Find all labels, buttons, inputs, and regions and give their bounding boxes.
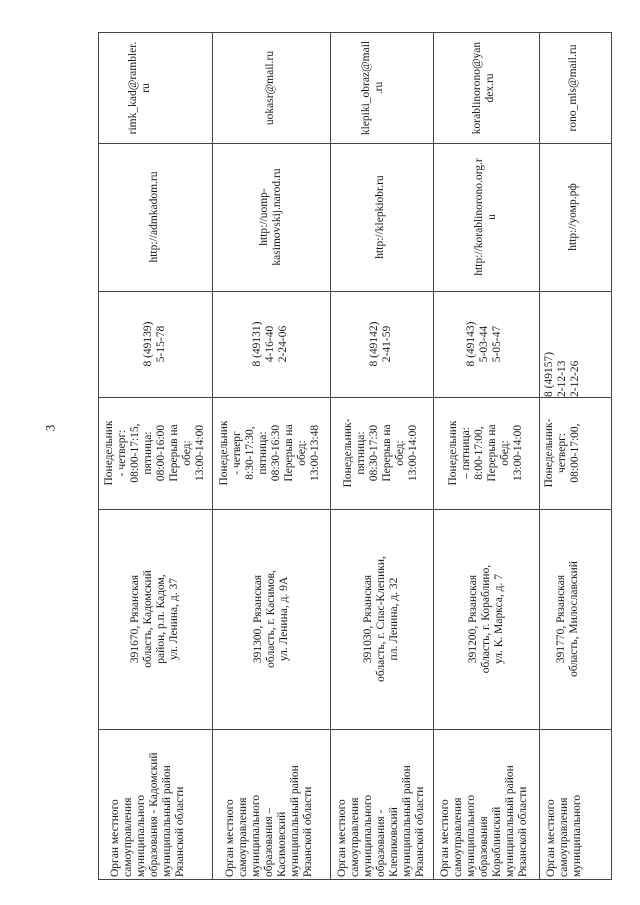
row-4-email: korablinorono@yan dex.ru [471, 41, 496, 135]
contacts-table [98, 32, 612, 880]
row-5-org-cell [539, 729, 613, 881]
row-5-hours: Понедельник- четверг: 08:00-17:00, [543, 418, 581, 488]
row-3-phone-cell [330, 291, 433, 397]
row-5-email-cell [539, 33, 613, 143]
row-5-site-cell [539, 143, 613, 291]
row-2-phone: 8 (49131) 4-16-40 2-24-06 [251, 321, 289, 367]
row-3-site: http://klepkiobr.ru [374, 175, 386, 259]
row-4-address: 391200, Рязанская область, г. Кораблино, ул. К. Маркса, д. 7 [467, 564, 505, 674]
row-5-address-cell [539, 509, 613, 729]
row-4-org: Орган местного самоуправления муниципального образования Кораблинский муниципальный район Рязанской области [439, 765, 529, 877]
row-1-phone-cell [99, 291, 212, 397]
page-number: 3 [42, 424, 58, 432]
row-4-address-cell [433, 509, 539, 729]
row-5-org: Орган местного самоуправления муниципального [545, 794, 583, 877]
row-1-phone: 8 (49139) 5-15-78 [142, 321, 167, 367]
row-5-site: http://уомр.рф [567, 183, 579, 251]
row-3-address-cell [330, 509, 433, 729]
row-2-site: http://uomp- kasimovskij.narod.ru [258, 168, 283, 266]
row-2-hours: Понедельник - четверг 8:30-17:30, пятница: 08:30-16:30 Перерыв на обед: 13:00-13:48 [218, 420, 321, 486]
row-4-phone-cell [433, 291, 539, 397]
row-4-hours-cell [433, 397, 539, 509]
row-1-address: 391670, Рязанская область, Кадомский район, р.п. Кадом, ул. Ленина, д. 37 [129, 570, 180, 668]
row-2-phone-cell [212, 291, 330, 397]
row-2-org-cell [212, 729, 330, 881]
row-2-address-cell [212, 509, 330, 729]
row-2-site-cell [212, 143, 330, 291]
row-1-hours: Понедельник - четверг: 08:00-17:15, пятница: 08:00-16:00 Перерыв на обед: 13:00-14:00 [103, 420, 206, 486]
row-4-site-cell [433, 143, 539, 291]
row-5-phone-cell [539, 291, 613, 397]
row-3-phone: 8 (49142) 2-41-59 [368, 321, 393, 367]
row-2-hours-cell [212, 397, 330, 509]
row-3-org-cell [330, 729, 433, 881]
row-1-org-cell [99, 729, 212, 881]
row-3-email-cell [330, 33, 433, 143]
row-2-address: 391300, Рязанская область, г. Касимов, ул. Ленина, д. 9А [252, 570, 290, 668]
row-4-site: http://korablinorono.org.r u [473, 158, 498, 276]
row-3-address: 391030, Рязанская область, г. Спас-Клепики, пл. Ленина, д. 32 [362, 556, 400, 682]
row-1-site-cell [99, 143, 212, 291]
row-1-email: rimk_kad@rambler. ru [127, 41, 152, 135]
row-3-org: Орган местного самоуправления муниципального образования - Клепиковский муниципальный район Рязанской области [336, 765, 426, 877]
row-1-site: http://admkadom.ru [148, 171, 160, 263]
row-1-address-cell [99, 509, 212, 729]
row-4-hours: Понедельник – пятница: 8:00-17:00, Перерыв на обед: 13:00-14:00 [447, 420, 524, 486]
row-1-email-cell [99, 33, 212, 143]
row-2-org: Орган местного самоуправления муниципального образования – Касимовский муниципальный район Рязанской области [224, 765, 314, 877]
row-4-org-cell [433, 729, 539, 881]
row-5-hours-cell [539, 397, 613, 509]
row-3-email: klepiki_obraz@mail .ru [360, 40, 385, 136]
row-3-site-cell [330, 143, 433, 291]
row-3-hours: Понедельник- пятница: 08:30-17:30 Перерыв на обед: 13:00-14:00 [342, 418, 419, 488]
row-3-hours-cell [330, 397, 433, 509]
row-5-email: rono_mls@mail.ru [567, 44, 579, 132]
row-4-phone: 8 (49143) 5-03-44 5-05-47 [465, 321, 503, 367]
row-2-email-cell [212, 33, 330, 143]
row-5-address: 391770, Рязанская область, Милославский [555, 561, 580, 677]
row-1-org: Орган местного самоуправления муниципального образования - Кадомский муниципальный район Рязанской области [109, 752, 186, 877]
row-4-email-cell [433, 33, 539, 143]
row-1-hours-cell [99, 397, 212, 509]
row-2-email: uokasr@mail.ru [264, 50, 276, 126]
row-5-phone: 8 (49157) 2-12-13 2-12-26 [543, 351, 581, 397]
